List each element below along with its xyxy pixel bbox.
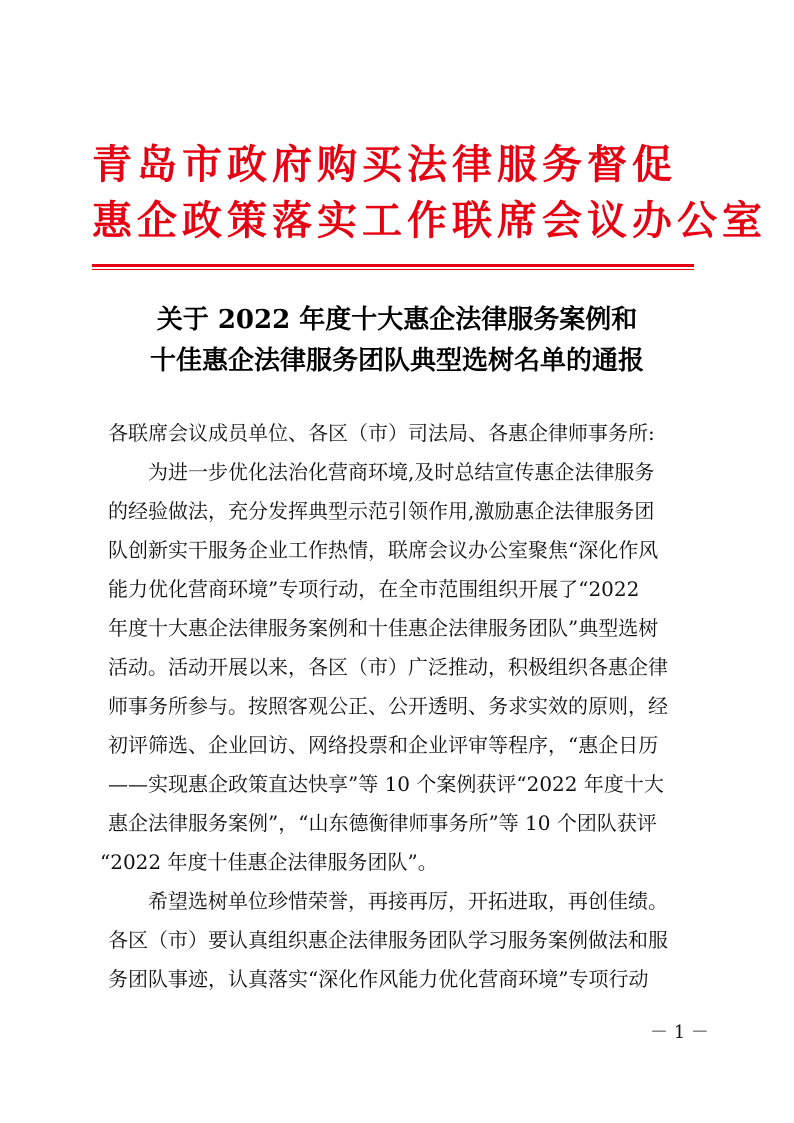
- body-text-line: 为进一步优化法治化营商环境,及时总结宣传惠企法律服务: [148, 460, 655, 484]
- body-text-line: 务团队事迹，认真落实“深化作风能力优化营商环境”专项行动: [108, 967, 649, 991]
- document-title-line-1: 关于 2022 年度十大惠企法律服务案例和: [156, 305, 638, 335]
- addressee-line: 各联席会议成员单位、各区（市）司法局、各惠企律师事务所:: [108, 421, 655, 445]
- body-text-line: 活动。活动开展以来，各区（市）广泛推动，积极组织各惠企律: [108, 655, 668, 679]
- issuer-header-line-1: 青岛市政府购买法律服务督促: [92, 141, 677, 188]
- body-text-line: 惠企法律服务案例”，“山东德衡律师事务所”等 10 个团队获评: [108, 811, 657, 835]
- body-text-line: 希望选树单位珍惜荣誉，再接再厉，开拓进取，再创佳绩。: [148, 889, 668, 913]
- body-text-line: 各区（市）要认真组织惠企法律服务团队学习服务案例做法和服: [108, 928, 668, 952]
- body-text-line: 师事务所参与。按照客观公正、公开透明、务求实效的原则，经: [108, 694, 668, 718]
- body-text-line: “2022 年度十佳惠企法律服务团队”。: [100, 850, 438, 874]
- body-text-line: 队创新实干服务企业工作热情，联席会议办公室聚焦“深化作风: [108, 538, 659, 562]
- body-text-line: 初评筛选、企业回访、网络投票和企业评审等程序，“惠企日历: [108, 733, 659, 757]
- page-number: － 1 －: [650, 1022, 709, 1043]
- document-title-line-2: 十佳惠企法律服务团队典型选树名单的通报: [149, 346, 644, 376]
- header-red-rule-thin: [92, 269, 694, 270]
- body-text-line: ——实现惠企政策直达快享”等 10 个案例获评“2022 年度十大: [108, 772, 664, 796]
- body-text-line: 的经验做法，充分发挥典型示范引领作用,激励惠企法律服务团: [108, 499, 655, 523]
- body-text-line: 能力优化营商环境”专项行动，在全市范围组织开展了“2022: [108, 577, 640, 601]
- header-red-rule: [92, 264, 694, 267]
- issuer-header-line-2: 惠企政策落实工作联席会议办公室: [92, 197, 767, 244]
- body-text-line: 年度十大惠企法律服务案例和十佳惠企法律服务团队”典型选树: [108, 616, 659, 640]
